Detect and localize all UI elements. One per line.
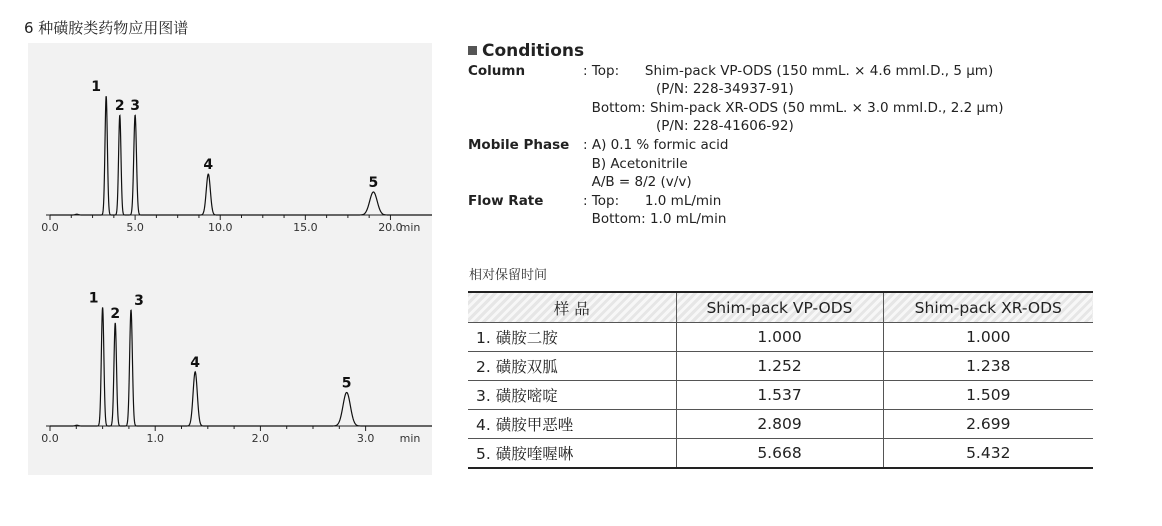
retention-value-cell: 2.699 [883, 410, 1093, 439]
retention-value-cell: 5.668 [676, 439, 883, 469]
conditions-list [468, 62, 1004, 229]
signal-trace [50, 96, 432, 215]
condition-value-line: : Top: 1.0 mL/min [583, 192, 722, 209]
x-tick-label: 2.0 [251, 432, 270, 445]
retention-value-cell: 1.537 [676, 381, 883, 410]
condition-value-line: (P/N: 228-41606-92) [583, 118, 794, 135]
table-row [468, 410, 1093, 439]
retention-value-cell: 1.252 [676, 352, 883, 381]
retention-value-cell: 1.238 [883, 352, 1093, 381]
x-tick-label: 10.0 [207, 221, 233, 234]
condition-value-line: B) Acetonitrile [583, 155, 688, 172]
chromatogram-xr-ods [28, 253, 432, 475]
retention-value-cell: 1.000 [676, 323, 883, 352]
peak-label: 4 [190, 354, 201, 371]
signal-trace [50, 307, 432, 426]
peak-label: 5 [341, 375, 352, 392]
sample-name-cell: 3. 磺胺嘧啶 [468, 381, 676, 410]
x-tick-label: 15.0 [293, 221, 318, 234]
table-row [468, 381, 1093, 410]
sample-name-cell: 1. 磺胺二胺 [468, 323, 676, 352]
condition-values [583, 192, 726, 229]
table-header-row [468, 292, 1093, 323]
condition-value-line: A/B = 8/2 (v/v) [583, 174, 692, 191]
retention-value-cell: 2.809 [676, 410, 883, 439]
conditions-heading: Conditions [468, 42, 1004, 61]
sample-name-cell: 5. 磺胺喹喔啉 [468, 439, 676, 469]
x-tick-label: 0.0 [41, 221, 59, 234]
page-title: 6 种磺胺类药物应用图谱 [24, 19, 189, 37]
table-row [468, 439, 1093, 469]
peak-label: 3 [134, 292, 144, 309]
condition-row [468, 136, 1004, 192]
peak-label: 2 [110, 305, 121, 322]
chromatogram-panel [28, 43, 432, 475]
conditions-section [468, 42, 1004, 229]
condition-value-line: : Top: Shim-pack VP-ODS (150 mmL. × 4.6 mmI.D., 5 μm) [583, 62, 994, 79]
condition-label: Column [468, 62, 526, 79]
column-header: Shim-pack VP-ODS [676, 292, 883, 323]
condition-row [468, 62, 1004, 136]
peak-label: 3 [130, 98, 140, 115]
peak-label: 1 [88, 290, 99, 307]
x-axis-unit: min [399, 221, 421, 234]
condition-values [583, 62, 1004, 136]
retention-value-cell: 1.509 [883, 381, 1093, 410]
x-tick-label: 0.0 [41, 432, 59, 445]
x-tick-label: 20.0 [378, 221, 403, 234]
column-header: Shim-pack XR-ODS [883, 292, 1093, 323]
column-header: 样 品 [468, 292, 676, 323]
table-row [468, 323, 1093, 352]
condition-label: Flow Rate [468, 192, 544, 209]
sample-name-cell: 4. 磺胺甲恶唑 [468, 410, 676, 439]
chromatogram-vp-ods [28, 43, 432, 253]
condition-value-line: : A) 0.1 % formic acid [583, 136, 729, 153]
x-axis-unit: min [399, 432, 421, 445]
condition-value-line: (P/N: 228-34937-91) [583, 81, 794, 98]
bullet-square-icon [468, 46, 477, 55]
condition-value-line: Bottom: 1.0 mL/min [583, 211, 727, 228]
condition-value-line: Bottom: Shim-pack XR-ODS (50 mmL. × 3.0 mmI.D., 2.2 μm) [583, 99, 1004, 116]
condition-values [583, 136, 728, 192]
relative-retention-table [468, 291, 1093, 469]
retention-value-cell: 5.432 [883, 439, 1093, 469]
x-tick-label: 5.0 [126, 221, 144, 234]
x-tick-label: 1.0 [146, 432, 164, 445]
table-row [468, 352, 1093, 381]
peak-label: 2 [114, 98, 125, 115]
peak-label: 1 [91, 78, 102, 95]
peak-label: 4 [203, 157, 214, 174]
condition-row [468, 192, 1004, 229]
sample-name-cell: 2. 磺胺双胍 [468, 352, 676, 381]
x-tick-label: 3.0 [356, 432, 375, 445]
table-title: 相对保留时间 [469, 268, 548, 283]
peak-label: 5 [368, 174, 379, 191]
condition-label: Mobile Phase [468, 136, 570, 153]
retention-value-cell: 1.000 [883, 323, 1093, 352]
